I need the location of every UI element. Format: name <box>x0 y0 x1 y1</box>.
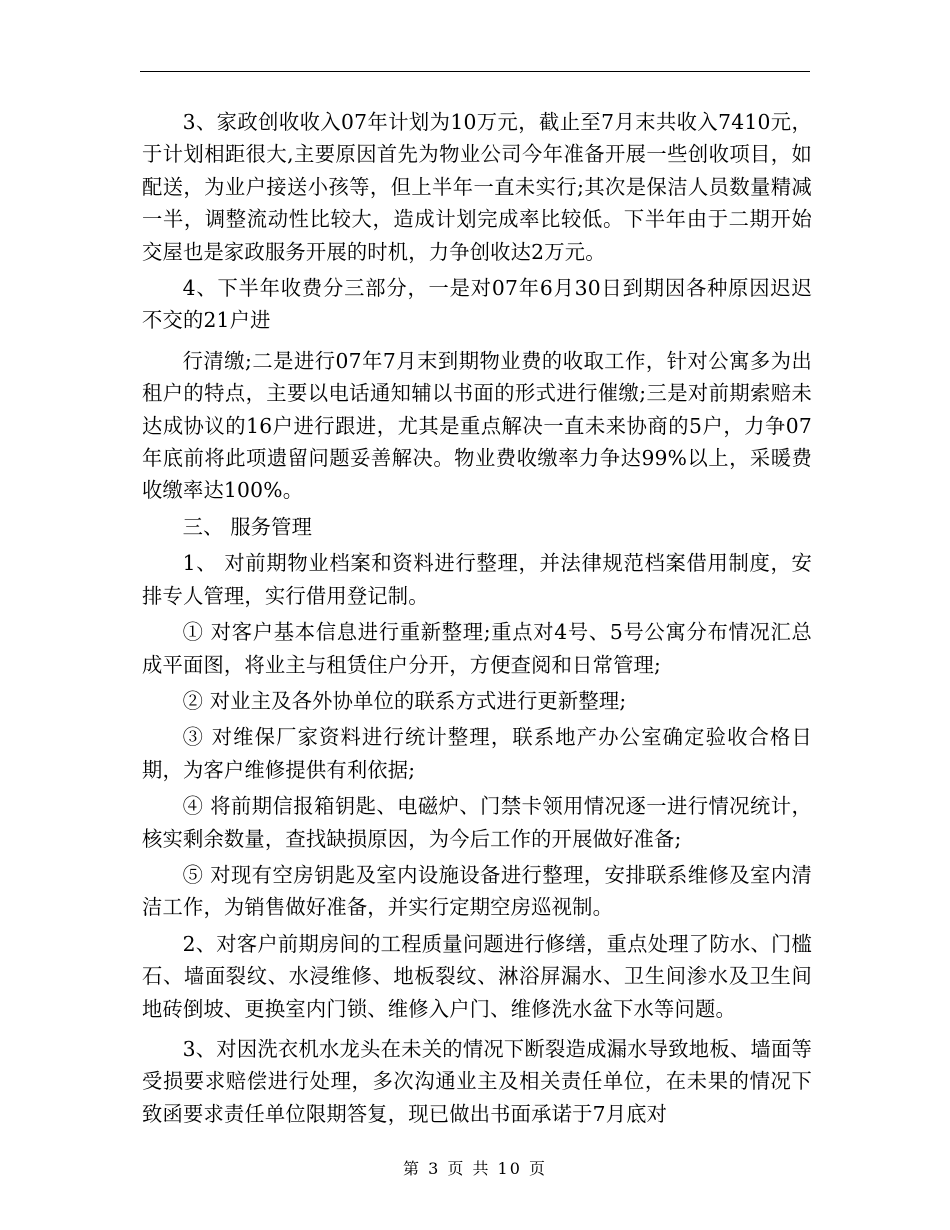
paragraph-housekeeping-income: 3、家政创收收入07年计划为10万元，截止至7月末共收入7410元，于计划相距很大,主要原因首先为物业公司今年准备开展一些创收项目，如配送，为业户接送小孩等，但上半年一直未实行;其次是保洁人员数量精减一半，调整流动性比较大，造成计划完成率比较低。下半年由于二期开始交屋也是家政服务开展的时机，力争创收达2万元。 <box>142 110 812 264</box>
list-item-2: ② 对业主及各外协单位的联系方式进行更新整理; <box>182 688 627 713</box>
page-number-footer: 第 3 页 共 10 页 <box>403 1159 547 1178</box>
list-item-5: ⑤ 对现有空房钥匙及室内设施设备进行整理，安排联系维修及室内清洁工作，为销售做好准备，并实行定期空房巡视制。 <box>142 862 812 920</box>
body-text <box>142 106 812 1130</box>
list-item-4: ④ 将前期信报箱钥匙、电磁炉、门禁卡领用情况逐一进行情况统计，核实剩余数量，查找缺损原因，为今后工作的开展做好准备; <box>142 794 812 851</box>
paragraph-fee-collection: 4、下半年收费分三部分，一是对07年6月30日到期因各种原因迟迟不交的21户进 <box>142 276 812 333</box>
paragraph-archive-management: 1、 对前期物业档案和资料进行整理，并法律规范档案借用制度，安排专人管理，实行借用登记制。 <box>142 551 812 608</box>
list-item-1: ① 对客户基本信息进行重新整理;重点对4号、5号公寓分布情况汇总成平面图，将业主与租赁住户分开，方便查阅和日常管理; <box>142 620 812 677</box>
paragraph-washing-machine-claim: 3、对因洗衣机水龙头在未关的情况下断裂造成漏水导致地板、墙面等受损要求赔偿进行处理，多次沟通业主及相关责任单位，在未果的情况下致函要求责任单位限期答复，现已做出书面承诺于7月底对 <box>142 1036 812 1126</box>
section-heading-service-management: 三、 服务管理 <box>182 514 313 539</box>
paragraph-repairs: 2、对客户前期房间的工程质量问题进行修缮，重点处理了防水、门槛石、墙面裂纹、水浸维修、地板裂纹、淋浴屏漏水、卫生间渗水及卫生间地砖倒坡、更换室内门锁、维修入户门、维修洗水盆下水等问题。 <box>142 931 812 1021</box>
paragraph-fee-collection-cont: 行清缴;二是进行07年7月末到期物业费的收取工作，针对公寓多为出租户的特点，主要以电话通知辅以书面的形式进行催缴;三是对前期索赔未达成协议的16户进行跟进，尤其是重点解决一直未来协商的5户，力争07年底前将此项遗留问题妥善解决。物业费收缴率力争达99%以上，采暖费收缴率达100%。 <box>142 348 812 503</box>
list-item-3: ③ 对维保厂家资料进行统计整理，联系地产办公室确定验收合格日期，为客户维修提供有利依据; <box>142 725 812 782</box>
header-rule <box>140 71 810 72</box>
